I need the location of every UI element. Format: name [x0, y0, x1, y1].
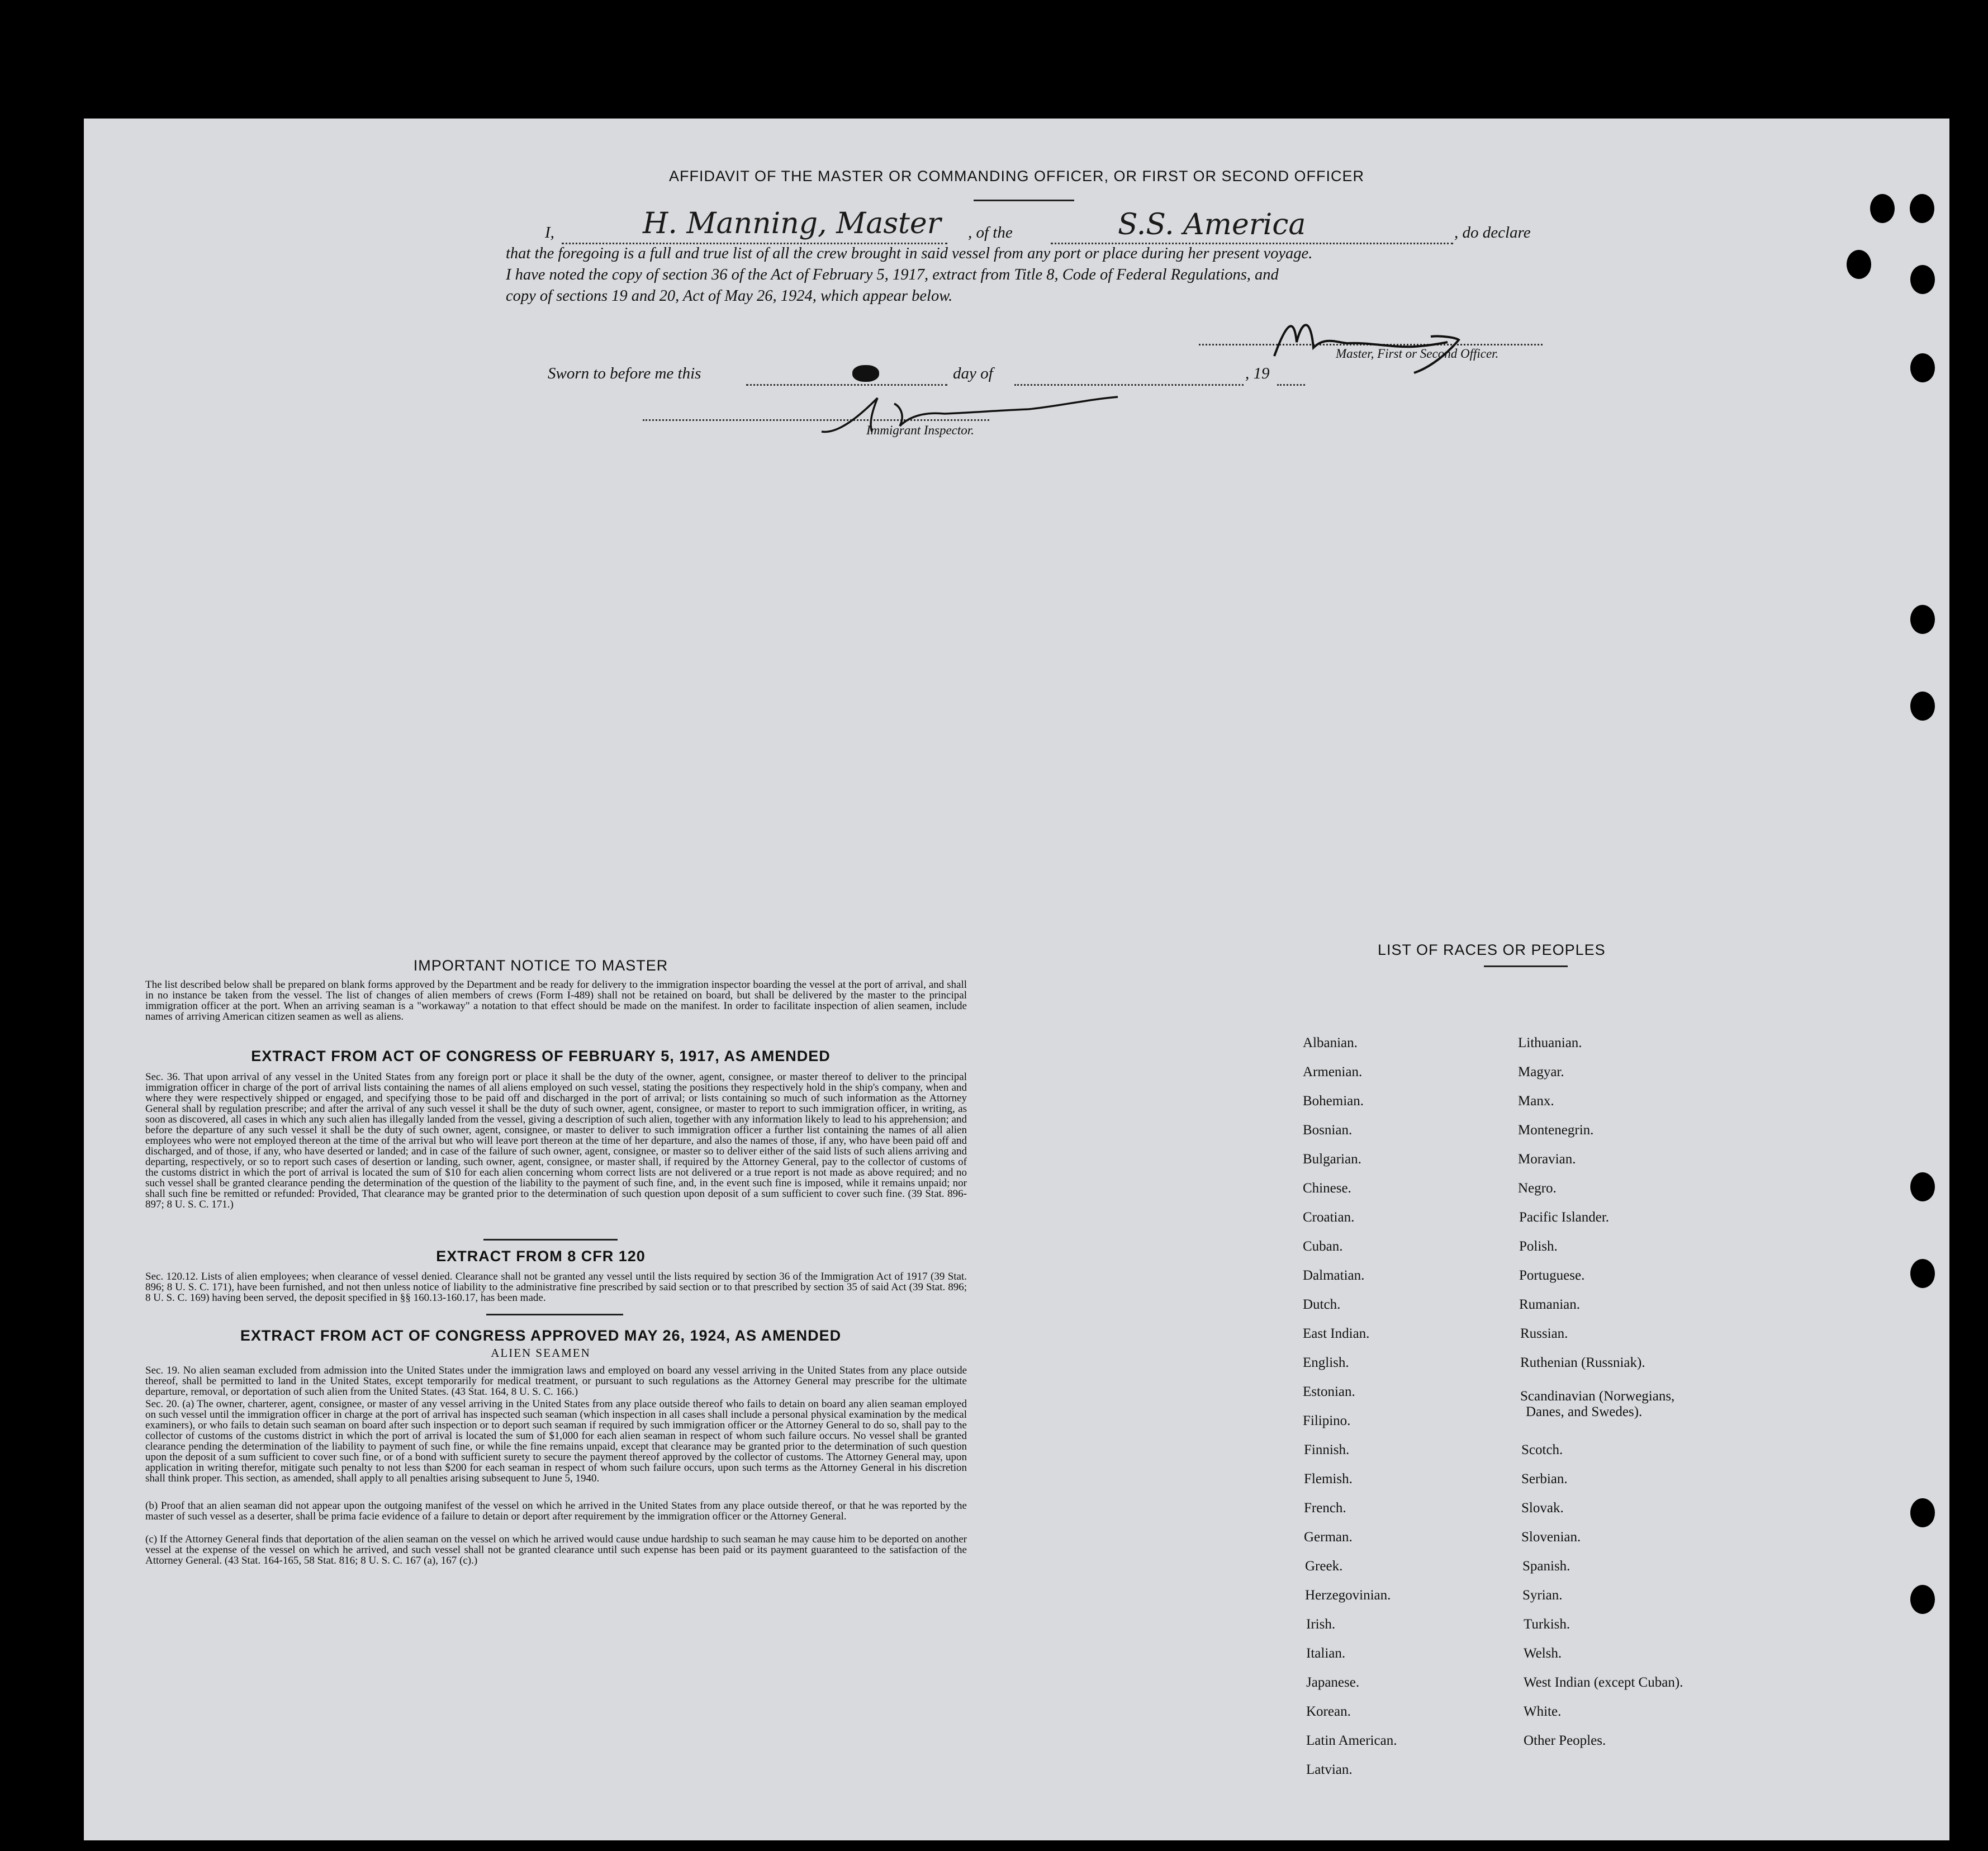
race-item: Portuguese.: [1519, 1268, 1585, 1283]
rule-2: [486, 1314, 623, 1315]
punch-hole: [1847, 250, 1871, 279]
races-heading: LIST OF RACES OR PEOPLES: [1378, 941, 1606, 958]
race-item: Bulgarian.: [1303, 1152, 1361, 1167]
master-name-line: [562, 243, 947, 244]
master-signature: [1263, 303, 1498, 376]
ink-blot: [852, 365, 879, 382]
race-item: Irish.: [1306, 1617, 1336, 1632]
race-item: Turkish.: [1524, 1617, 1571, 1632]
races-rule: [1484, 965, 1568, 967]
race-item: Slovak.: [1521, 1500, 1564, 1516]
master-signature-caption: Master, First or Second Officer.: [1336, 347, 1499, 361]
race-item: Filipino.: [1303, 1413, 1351, 1428]
day-of-label: day of: [953, 364, 993, 382]
master-name-handwritten: H. Manning, Master: [643, 207, 941, 240]
race-item: Italian.: [1306, 1646, 1346, 1661]
do-declare-label: , do declare: [1454, 224, 1531, 242]
race-item: Herzegovinian.: [1305, 1588, 1391, 1603]
race-item: Armenian.: [1303, 1064, 1363, 1080]
race-item: Finnish.: [1304, 1442, 1350, 1457]
sec20b-text: (b) Proof that an alien seaman did not appear upon the outgoing manifest of the vessel on which he arrived in the United States from any place outside thereof, or that he was reported by the master of such vessel as a deserter, shall be prima facie evidence of a failure to detain or deport after requirement by the immigration officer or the Attorney General.: [145, 1500, 967, 1522]
race-item: Korean.: [1306, 1704, 1351, 1719]
race-item: Russian.: [1520, 1326, 1568, 1341]
race-item: Slovenian.: [1521, 1530, 1581, 1545]
rule-1: [483, 1239, 618, 1241]
race-item: Dutch.: [1303, 1297, 1341, 1312]
sec20c-text: (c) If the Attorney General finds that deportation of the alien seaman on the vessel on which he arrived would cause undue hardship to such seaman he may cause him to be deported on another vessel at the expense of the vessel on which he arrived, and such vessel shall not be granted clearance until such expense has been paid or its payment guaranteed to the satisfaction of the Attorney General. (43 Stat. 164-165, 58 Stat. 816; 8 U. S. C. 167 (a), 167 (c).): [145, 1533, 967, 1566]
race-item: Pacific Islander.: [1519, 1210, 1610, 1225]
race-item: Scotch.: [1521, 1442, 1563, 1457]
race-item: Manx.: [1518, 1093, 1554, 1109]
race-item: Estonian.: [1303, 1384, 1355, 1399]
race-item: White.: [1524, 1704, 1562, 1719]
race-item: Welsh.: [1524, 1646, 1562, 1661]
extract-1917-text: Sec. 36. That upon arrival of any vessel in the United States from any foreign port or place it shall be the duty of the owner, agent, consignee, or master thereof to deliver to the principal immigration officer in charge of the port of arrival lists containing the names of all aliens employed on such vessel, stating the positions they respectively hold in the ship's company, when and where they were respectively shipped or engaged, and specifying those to be paid off and discharged in the port of arrival; or lists containing so much of such information as the Attorney General shall by regulation prescribe; and after the arrival of any such vessel it shall be the duty of such owner, agent, consignee, or master to report to such immigration officer, in writing, as soon as discovered, all cases in which any such alien has illegally landed from the vessel, giving a description of such alien, together with any information likely to lead to his apprehension; and before the departure of any such vessel it shall be the duty of such owner, agent, consignee, or master to deliver to such immigration officer a further list containing the names of all alien employees who were not employed thereon at the time of the arrival but who will leave port thereon at the time of her departure, and also the names of those, if any, who have been paid off and discharged, and of those, if any, who have deserted or landed; and in case of the failure of such owner, agent, consignee, or master so to deliver either of the said lists of such aliens arriving and departing, respectively, or so to report such cases of desertion or landing, such owner, agent, consignee, or master shall, if required by the Attorney General, pay to the collector of customs of the customs district in which the port of arrival is located the sum of $10 for each alien concerning whom correct lists are not delivered or a true report is not made as above required; and no such vessel shall be granted clearance pending the determination of the question of the liability to the payment of such fine, and, in the event such fine is imposed, while it remains unpaid; nor shall such fine be remitted or refunded: Provided, That clearance may be granted prior to the determination of such question upon deposit of a sum sufficient to cover such fine. (39 Stat. 896-897; 8 U. S. C. 171.): [145, 1071, 967, 1210]
of-the-label: , of the: [968, 224, 1013, 242]
notice-heading: IMPORTANT NOTICE TO MASTER: [413, 957, 668, 974]
race-item: Other Peoples.: [1524, 1733, 1606, 1748]
race-item: Latvian.: [1306, 1762, 1353, 1777]
punch-hole: [1910, 1498, 1935, 1527]
notice-text: The list described below shall be prepared on blank forms approved by the Department and be ready for delivery to the immigration inspector boarding the vessel at the port of arrival, and shall in no instance be taken from the vessel. The list of changes of alien members of crews (Form I-489) shall not be retained on board, but shall be delivered by the master to the principal immigration officer at the port. When an arriving seaman is a "workaway" a notation to that effect should be made on the manifest. In order to facilitate inspection of alien seamen, include names of arriving American citizen seamen as well as aliens.: [145, 979, 967, 1022]
vessel-name-line: [1051, 243, 1453, 244]
race-item: Dalmatian.: [1303, 1268, 1365, 1283]
extract-cfr-heading: EXTRACT FROM 8 CFR 120: [436, 1248, 646, 1265]
race-item: Bohemian.: [1303, 1093, 1364, 1109]
extract-cfr-text: Sec. 120.12. Lists of alien employees; when clearance of vessel denied. Clearance shall not be granted any vessel until the lists required by section 36 of the Immigration Act of 1917 (39 Stat. 896; 8 U. S. C. 171), have been furnished, and not then unless notice of liability to the administrative fine prescribed by said section or to that prescribed by section 35 of said Act (39 Stat. 896; 8 U. S. C. 169) having been served, the deposit specified in §§ 160.13-160.17, has been made.: [145, 1271, 967, 1304]
race-item: Serbian.: [1521, 1471, 1568, 1487]
race-item: French.: [1304, 1500, 1346, 1516]
race-item: Rumanian.: [1519, 1297, 1581, 1312]
race-item: Polish.: [1519, 1239, 1558, 1254]
inspector-caption: Immigrant Inspector.: [866, 423, 974, 437]
punch-hole: [1910, 1172, 1935, 1201]
race-item: German.: [1304, 1530, 1353, 1545]
i-label: I,: [545, 224, 554, 242]
punch-hole: [1910, 1585, 1935, 1614]
race-item: Scandinavian (Norwegians,: [1520, 1389, 1675, 1404]
sec20a-text: Sec. 20. (a) The owner, charterer, agent, consignee, or master of any vessel arriving in the United States from any place outside thereof who fails to detain on board any alien seaman employed on such vessel until the immigration officer in charge at the port of arrival has inspected such seaman (which inspection in all cases shall include a personal physical examination by the medical examiners), or who fails to detain such seaman on board after such inspection or to deport such seaman if required by such immigration officer or the Attorney General to do so, shall pay to the collector of customs of the customs district in which the port of arrival is located the sum of $1,000 for each alien seaman in respect of whom such failure occurs. No vessel shall be granted clearance pending the determination of the liability to payment of such fine, or while the fine remains unpaid, except that clearance may be granted prior to the determination of such question upon the deposit of a sum sufficient to cover such fine, or of a bond with sufficient surety to secure the payment thereof approved by the collector of customs. The Attorney General may, upon application in writing therefor, mitigate such penalty to not less than $200 for each seaman in respect of whom such failure occurs, upon such terms as the Attorney General in his discretion shall think proper. This section, as amended, shall apply to all penalties arising subsequent to June 5, 1940.: [145, 1398, 967, 1484]
affidavit-line-2: that the foregoing is a full and true list of all the crew brought in said vessel from any port or place during her present voyage.: [506, 245, 1313, 262]
race-item: Croatian.: [1303, 1210, 1355, 1225]
punch-hole: [1910, 265, 1935, 294]
race-item: English.: [1303, 1355, 1349, 1370]
race-item: Albanian.: [1303, 1035, 1358, 1050]
race-item: Ruthenian (Russniak).: [1520, 1355, 1645, 1370]
year-prefix: , 19: [1245, 364, 1270, 382]
race-item: Flemish.: [1304, 1471, 1353, 1487]
race-item: Greek.: [1305, 1559, 1343, 1574]
alien-seamen-subheading: ALIEN SEAMEN: [491, 1346, 591, 1360]
race-item: Spanish.: [1522, 1559, 1571, 1574]
race-item: Danes, and Swedes).: [1526, 1404, 1643, 1419]
year-line: [1277, 384, 1305, 386]
punch-hole: [1910, 1259, 1935, 1288]
race-item: Japanese.: [1306, 1675, 1360, 1690]
race-item: Syrian.: [1522, 1588, 1563, 1603]
affidavit-line-4: copy of sections 19 and 20, Act of May 26, 1924, which appear below.: [506, 287, 953, 305]
race-item: Negro.: [1518, 1181, 1557, 1196]
punch-hole: [1910, 194, 1934, 223]
sec19-text: Sec. 19. No alien seaman excluded from admission into the United States under the immigration laws and employed on board any vessel arriving in the United States from any place outside thereof, shall be permitted to land in the United States, except temporarily for medical treatment, or pursuant to such regulations as the Attorney General may prescribe for the ultimate departure, removal, or deportation of such alien from the United States. (43 Stat. 164, 8 U. S. C. 166.): [145, 1365, 967, 1398]
race-item: Chinese.: [1303, 1181, 1351, 1196]
race-item: West Indian (except Cuban).: [1524, 1675, 1683, 1690]
race-item: Bosnian.: [1303, 1123, 1353, 1138]
race-item: Montenegrin.: [1518, 1123, 1594, 1138]
race-item: East Indian.: [1303, 1326, 1370, 1341]
punch-hole: [1910, 353, 1935, 382]
race-item: Moravian.: [1518, 1152, 1576, 1167]
race-item: Latin American.: [1306, 1733, 1397, 1748]
sworn-label: Sworn to before me this: [548, 364, 701, 382]
race-item: Lithuanian.: [1518, 1035, 1582, 1050]
punch-hole: [1910, 692, 1935, 721]
title-rule: [974, 200, 1074, 201]
punch-hole: [1910, 605, 1935, 634]
extract-1917-heading: EXTRACT FROM ACT OF CONGRESS OF FEBRUARY 5, 1917, AS AMENDED: [251, 1048, 831, 1064]
affidavit-title: AFFIDAVIT OF THE MASTER OR COMMANDING OFFICER, OR FIRST OR SECOND OFFICER: [668, 168, 1365, 184]
race-item: Cuban.: [1303, 1239, 1343, 1254]
document-page: [84, 119, 1949, 1840]
punch-hole: [1870, 194, 1895, 223]
race-item: Magyar.: [1518, 1064, 1564, 1080]
vessel-name-handwritten: S.S. America: [1118, 208, 1306, 242]
affidavit-line-3: I have noted the copy of section 36 of the Act of February 5, 1917, extract from Title 8, Code of Federal Regulations, and: [506, 266, 1279, 283]
extract-1924-heading: EXTRACT FROM ACT OF CONGRESS APPROVED MAY 26, 1924, AS AMENDED: [240, 1327, 842, 1344]
